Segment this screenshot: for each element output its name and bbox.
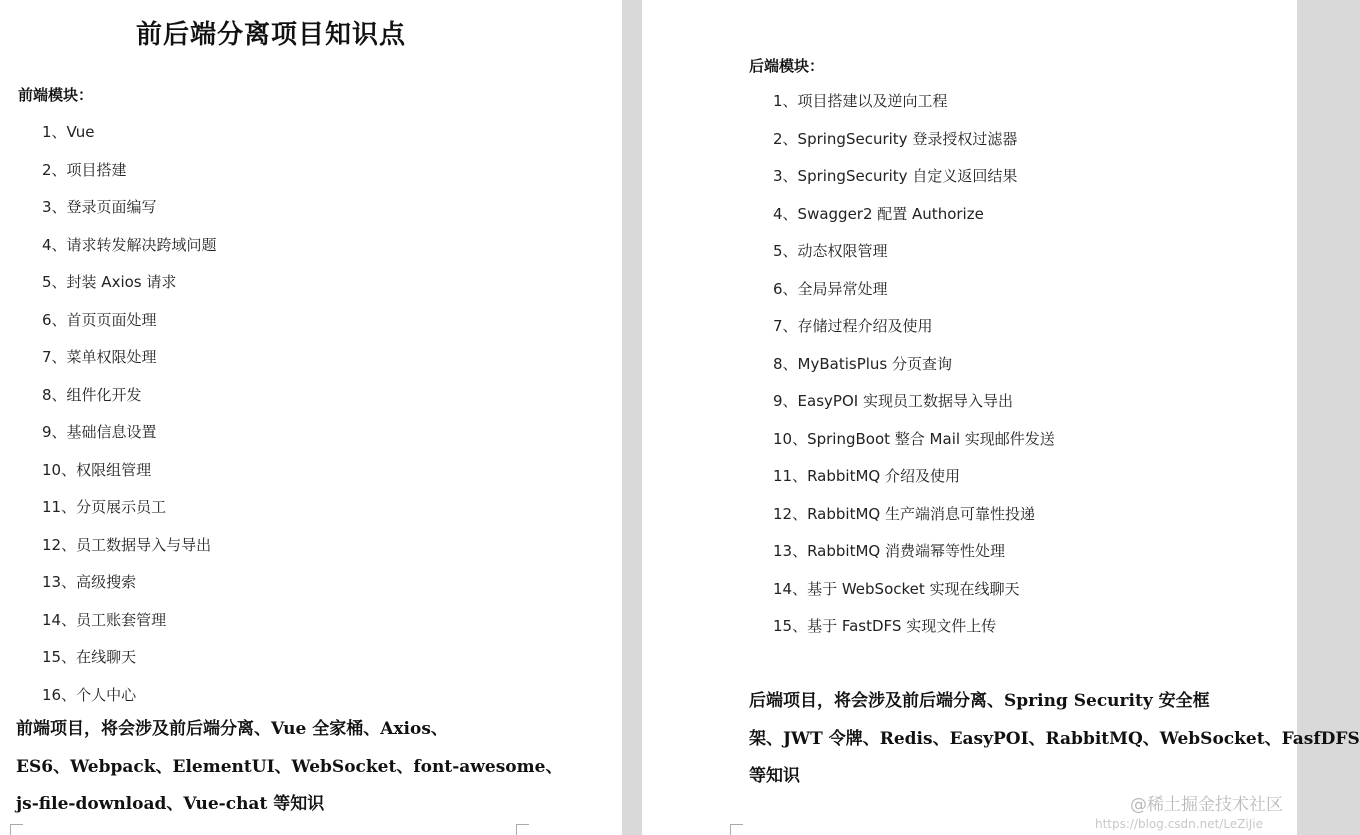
page-corner-mark (10, 824, 23, 835)
watermark-url: https://blog.csdn.net/LeZiJie (1094, 817, 1263, 831)
right-document-page (642, 0, 1360, 835)
list-item: 6、全局异常处理 (773, 279, 888, 298)
list-item: 12、员工数据导入与导出 (42, 535, 212, 554)
page-corner-mark (516, 824, 529, 835)
backend-module-heading: 后端模块： (749, 57, 825, 75)
list-item: 1、项目搭建以及逆向工程 (773, 92, 948, 110)
list-item: 5、封装 Axios 请求 (42, 273, 177, 291)
list-item: 11、RabbitMQ 介绍及使用 (773, 467, 960, 485)
list-item: 2、项目搭建 (42, 160, 127, 179)
summary-line: 前端项目，将会涉及前后端分离、Vue 全家桶、Axios、 (16, 719, 448, 739)
list-item: 11、分页展示员工 (42, 498, 167, 516)
list-item: 8、MyBatisPlus 分页查询 (773, 354, 953, 373)
list-item: 16、个人中心 (42, 685, 137, 704)
list-item: 2、SpringSecurity 登录授权过滤器 (773, 129, 1018, 148)
list-item: 8、组件化开发 (42, 385, 142, 404)
watermark-text: @稀土掘金技术社区 (1130, 795, 1283, 815)
list-item: 5、动态权限管理 (773, 242, 888, 260)
backend-module-list (773, 89, 1055, 652)
frontend-module-list (42, 120, 217, 720)
list-item: 14、基于 WebSocket 实现在线聊天 (773, 579, 1020, 598)
list-item: 3、登录页面编写 (42, 198, 157, 216)
frontend-summary (16, 711, 562, 824)
list-item: 7、菜单权限处理 (42, 348, 157, 366)
list-item: 4、Swagger2 配置 Authorize (773, 204, 984, 223)
list-item: 12、RabbitMQ 生产端消息可靠性投递 (773, 504, 1035, 523)
list-item: 6、首页页面处理 (42, 310, 157, 329)
list-item: 7、存储过程介绍及使用 (773, 317, 933, 335)
document-title: 前后端分离项目知识点 (136, 20, 407, 50)
left-document-page (0, 0, 622, 835)
list-item: 3、SpringSecurity 自定义返回结果 (773, 167, 1018, 185)
frontend-module-heading: 前端模块： (18, 86, 94, 104)
summary-line: 后端项目，将会涉及前后端分离、Spring Security 安全框 (749, 691, 1210, 711)
list-item: 13、RabbitMQ 消费端幂等性处理 (773, 542, 1005, 560)
summary-line: js-file-download、Vue-chat 等知识 (16, 794, 325, 814)
list-item: 13、高级搜索 (42, 573, 137, 591)
list-item: 1、Vue (42, 123, 95, 141)
list-item: 15、在线聊天 (42, 648, 137, 666)
list-item: 9、EasyPOI 实现员工数据导入导出 (773, 392, 1013, 410)
list-item: 10、SpringBoot 整合 Mail 实现邮件发送 (773, 429, 1055, 448)
summary-line: 等知识 (749, 766, 800, 786)
list-item: 15、基于 FastDFS 实现文件上传 (773, 617, 997, 635)
list-item: 14、员工账套管理 (42, 610, 167, 629)
summary-line: 架、JWT 令牌、Redis、EasyPOI、RabbitMQ、WebSocket、FasfDFS (749, 728, 1360, 749)
backend-summary (749, 683, 1360, 796)
list-item: 9、基础信息设置 (42, 423, 157, 441)
list-item: 4、请求转发解决跨域问题 (42, 235, 217, 254)
list-item: 10、权限组管理 (42, 460, 152, 479)
page-corner-mark (730, 824, 743, 835)
summary-line: ES6、Webpack、ElementUI、WebSocket、font-awesome、 (16, 756, 563, 777)
